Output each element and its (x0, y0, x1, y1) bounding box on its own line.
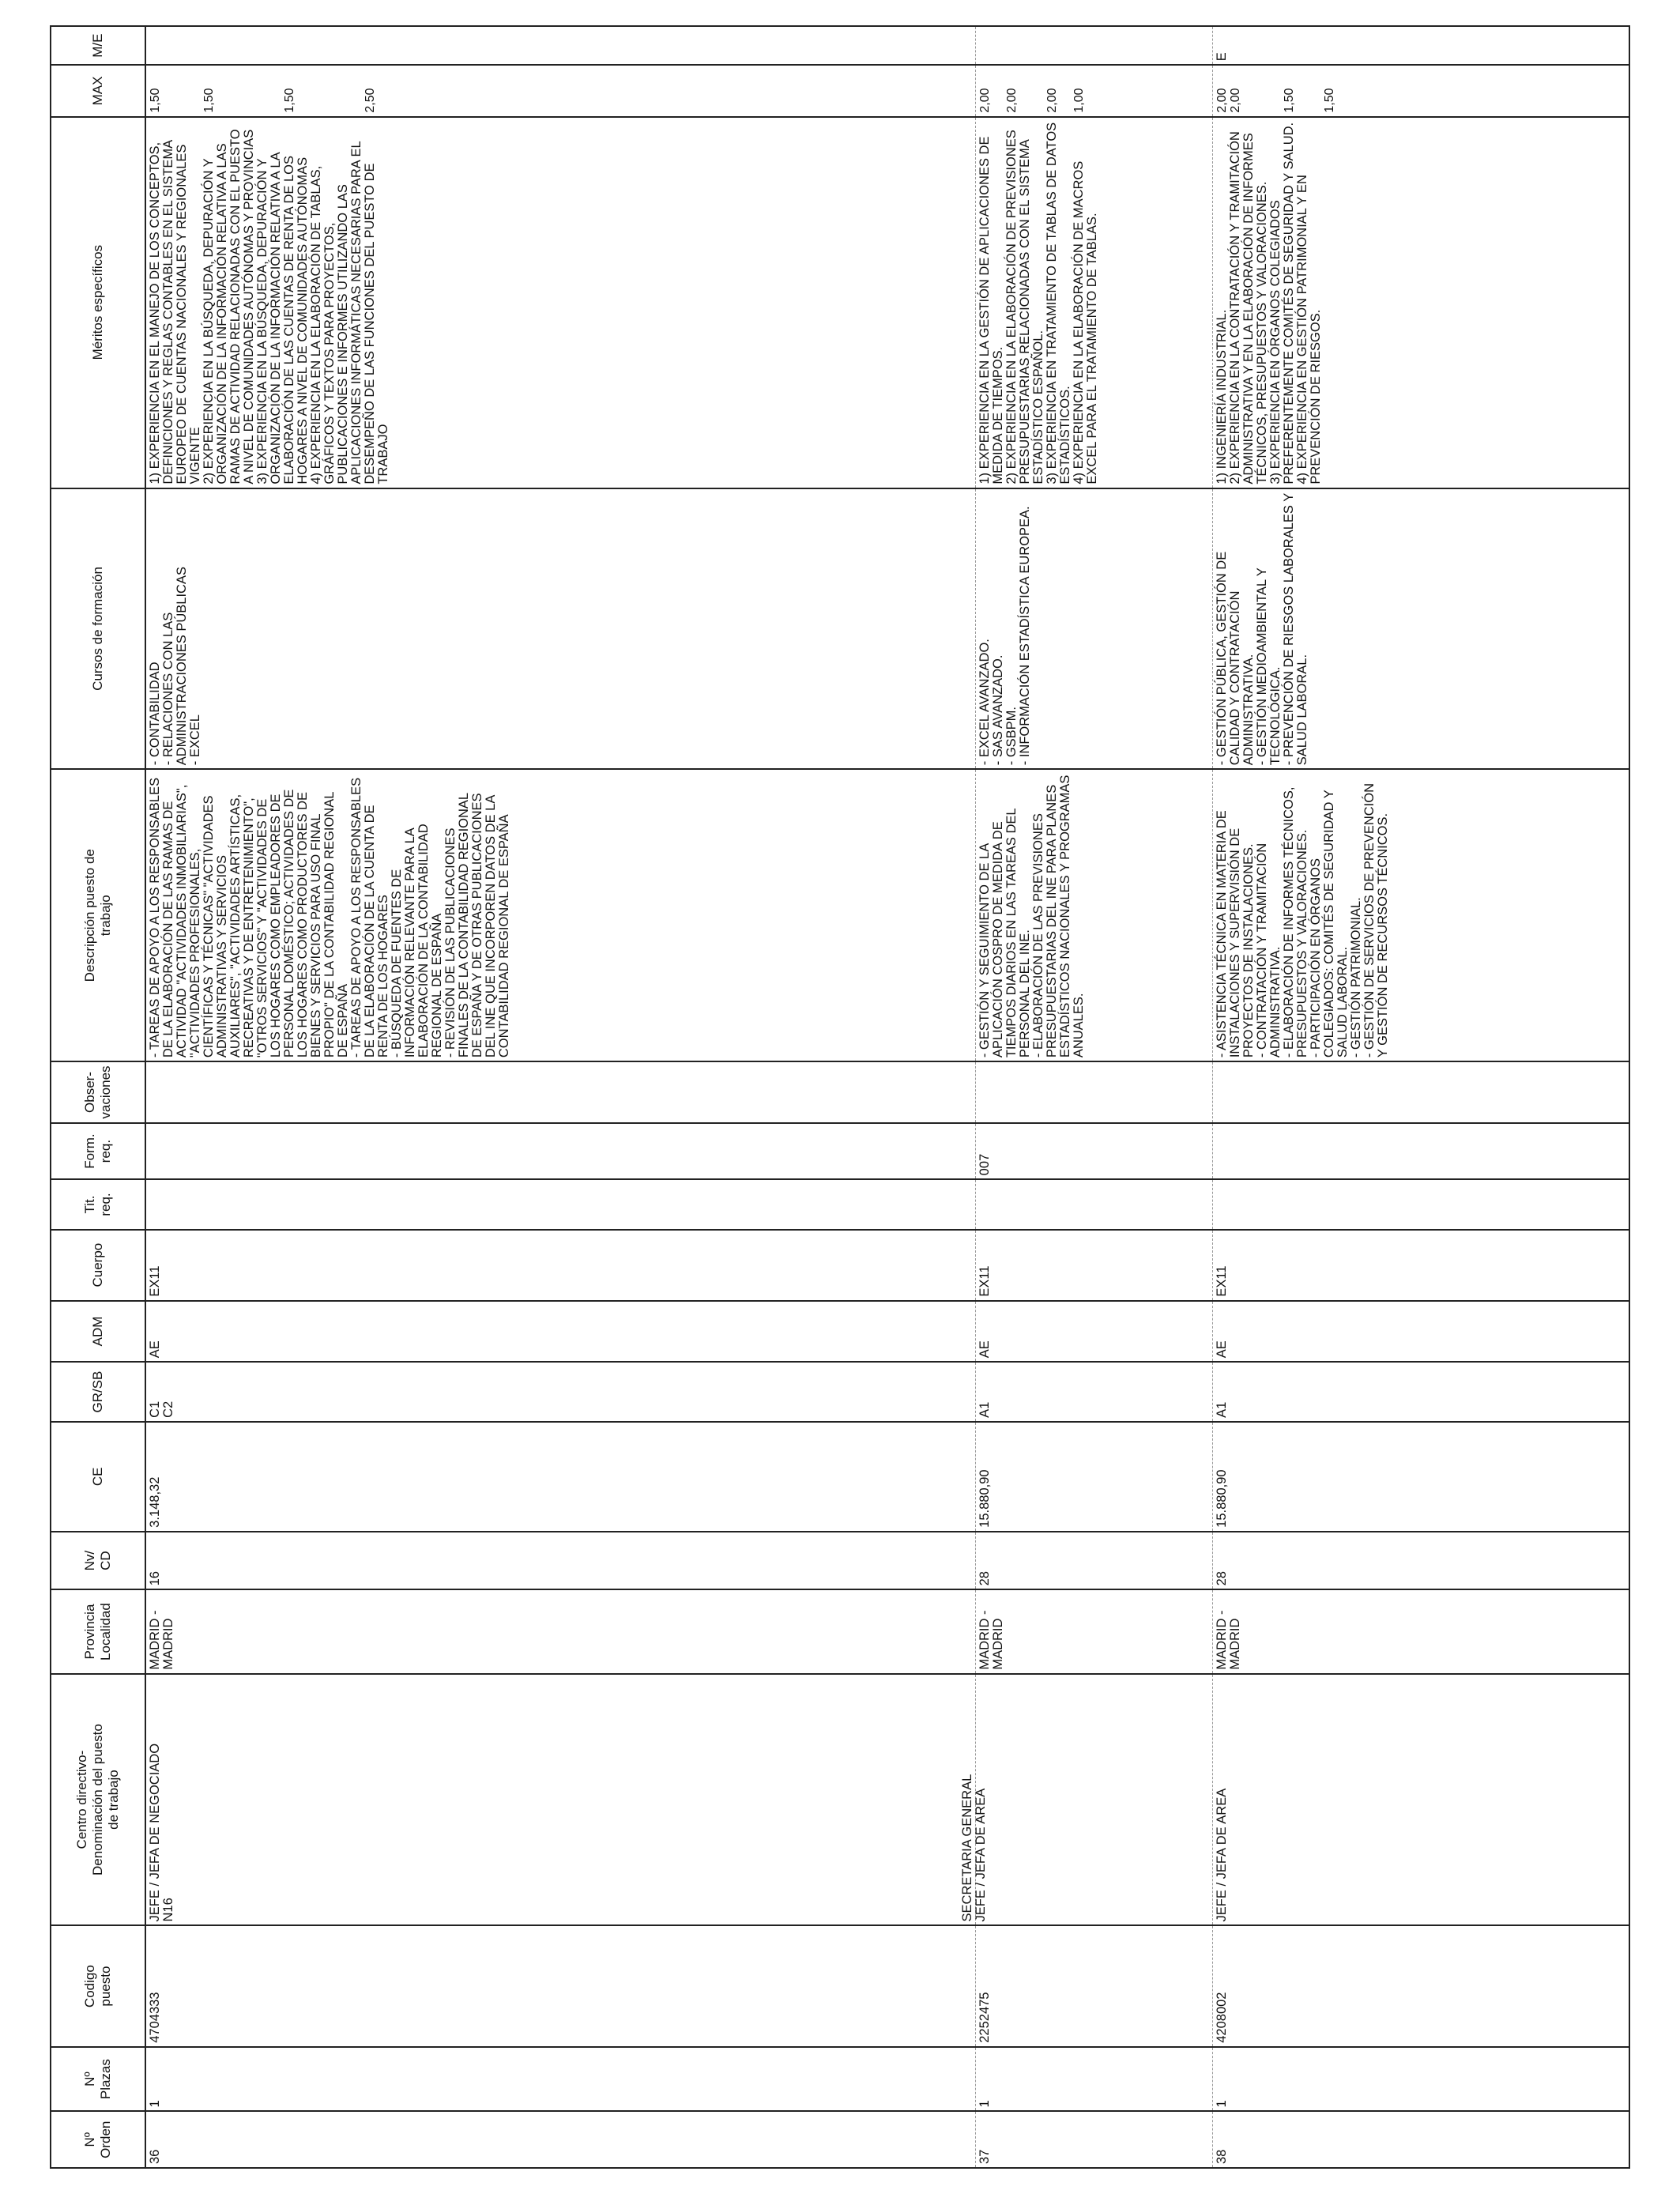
header-adm: ADM (51, 1301, 145, 1363)
header-form: Form. req. (51, 1123, 145, 1180)
cell-cuerpo: EX11 (1212, 1230, 1629, 1301)
cell-form (1212, 1123, 1629, 1180)
cell-form: 007 (975, 1123, 1212, 1180)
table-row (1212, 26, 1629, 2168)
cell-adm: AE (975, 1301, 1212, 1363)
job-positions-table (50, 25, 1630, 2169)
header-provincia: Provincia Localidad (51, 1589, 145, 1673)
cell-orden: 36 (145, 2111, 975, 2168)
cell-descripcion: - GESTIÓN Y SEGUIMIENTO DE LA APLICACIÓN COSPRO DE MEDIDA DE TIEMPOS DIARIOS EN LAS TAREAS DEL PERSONAL DEL INE. - ELABORACIÓN DE LAS PREVISIONES PRESUPUESTARIAS DEL INE PARA PLANES ESTADÍSTICOS NACIONALES Y PROGRAMAS ANUALES. (975, 769, 1212, 1061)
cell-form (145, 1123, 975, 1180)
cell-centro: JEFE / JEFA DE AREA (1212, 1674, 1629, 1926)
header-me: M/E (51, 26, 145, 65)
cell-me: E (1212, 26, 1629, 65)
cell-orden: 37 (975, 2111, 1212, 2168)
cell-plazas: 1 (975, 2047, 1212, 2112)
header-cuerpo: Cuerpo (51, 1230, 145, 1301)
header-centro: Centro directivo- Denominación del puesto de trabajo (51, 1674, 145, 1926)
table-row (145, 26, 975, 2168)
cell-provincia: MADRID - MADRID (975, 1589, 1212, 1673)
cell-provincia: MADRID - MADRID (1212, 1589, 1629, 1673)
cell-tit (145, 1179, 975, 1229)
cell-obs (145, 1061, 975, 1123)
cell-obs (1212, 1061, 1629, 1123)
header-cursos: Cursos de formación (51, 488, 145, 770)
header-max: MAX (51, 65, 145, 116)
cell-meritos: 1) INGENIERÍA INDUSTRIAL. 2) EXPERIENCIA EN LA CONTRATACIÓN Y TRAMITACIÓN ADMINISTRATIVA Y EN LA ELABORACIÓN DE INFORMES TÉCNICOS, PRESUPUESTOS Y VALORACIONES. 3) EXPERIENCIA EN ÓRGANOS COLEGIADOS PREFERENTEMENTE COMITÉS DE SEGURIDAD Y SALUD. 4) EXPERIENCIA EN GESTIÓN PATRIMONIAL Y EN PREVENCIÓN DE RIESGOS. (1212, 117, 1629, 488)
cell-max: 2,00 2,00 2,00 1,00 (975, 65, 1212, 116)
cell-tit (1212, 1179, 1629, 1229)
cell-cuerpo: EX11 (145, 1230, 975, 1301)
cell-me (975, 26, 1212, 65)
header-tit: Tit. req. (51, 1179, 145, 1229)
cell-plazas: 1 (1212, 2047, 1629, 2112)
header-descripcion: Descripción puesto de trabajo (51, 769, 145, 1061)
cell-provincia: MADRID - MADRID (145, 1589, 975, 1673)
cell-max: 2,00 2,00 1,50 1,50 (1212, 65, 1629, 116)
cell-grsb: A1 (975, 1362, 1212, 1422)
cell-centro-directivo: SECRETARIA GENERAL (959, 1774, 974, 1922)
cell-codigo: 4704333 (145, 1925, 975, 2046)
cell-orden: 38 (1212, 2111, 1629, 2168)
cell-cursos: - GESTIÓN PÚBLICA, GESTIÓN DE CALIDAD Y CONTRATACIÓN ADMINISTRATIVA. - GESTIÓN MEDIOAMBIENTAL Y TECNOLÓGICA. - PREVENCIÓN DE RIESGOS LABORALES Y SALUD LABORAL. (1212, 488, 1629, 770)
header-meritos: Méritos específicos (51, 117, 145, 488)
cell-descripcion: - ASISTENCIA TÉCNICA EN MATERIA DE INSTALACIONES Y SUPERVISIÓN DE PROYECTOS DE INSTALACIONES. - CONTRATACIÓN Y TRAMITACIÓN ADMINISTRATIVA. - ELABORACIÓN DE INFORMES TÉCNICOS, PRESUPUESTOS Y VALORACIONES. - PARTICIPACIÓN EN ÓRGANOS COLEGIADOS: COMITÉS DE SEGURIDAD Y SALUD LABORAL. - GESTIÓN PATRIMONIAL. - GESTIÓN DE SERVICIOS DE PREVENCIÓN Y GESTIÓN DE RECURSOS TÉCNICOS. (1212, 769, 1629, 1061)
header-plazas: Nº Plazas (51, 2047, 145, 2112)
cell-ce: 15.880,90 (975, 1422, 1212, 1532)
rotated-table-wrapper (50, 25, 1630, 2169)
cell-cursos: - EXCEL AVANZADO. - SAS AVANZADO. - GSBPM. - INFORMACIÓN ESTADÍSTICA EUROPEA. (975, 488, 1212, 770)
cell-ce: 3.148,32 (145, 1422, 975, 1532)
cell-grsb: A1 (1212, 1362, 1629, 1422)
header-nv: Nv/ CD (51, 1532, 145, 1590)
cell-centro: JEFE / JEFA DE NEGOCIADO N16 (145, 1674, 975, 1926)
header-codigo: Codigo puesto (51, 1925, 145, 2046)
header-grsb: GR/SB (51, 1362, 145, 1422)
cell-nv: 16 (145, 1532, 975, 1590)
cell-nv: 28 (975, 1532, 1212, 1590)
cell-grsb: C1 C2 (145, 1362, 975, 1422)
cell-cuerpo: EX11 (975, 1230, 1212, 1301)
cell-me (145, 26, 975, 65)
cell-tit (975, 1179, 1212, 1229)
cell-ce: 15.880,90 (1212, 1422, 1629, 1532)
header-orden: Nº Orden (51, 2111, 145, 2168)
cell-nv: 28 (1212, 1532, 1629, 1590)
cell-codigo: 2252475 (975, 1925, 1212, 2046)
cell-adm: AE (1212, 1301, 1629, 1363)
cell-codigo: 4208002 (1212, 1925, 1629, 2046)
header-obs: Obser- vaciones (51, 1061, 145, 1123)
table-row (975, 26, 1212, 2168)
cell-centro-wrapper (959, 1674, 1212, 1926)
header-ce: CE (51, 1422, 145, 1532)
cell-adm: AE (145, 1301, 975, 1363)
cell-max: 1,50 1,50 1,50 2,50 (145, 65, 975, 116)
cell-descripcion: - TAREAS DE APOYO A LOS RESPONSABLES DE LA ELABORACIÓN DE LAS RAMAS DE ACTIVIDAD "ACTIVIDADES INMOBILIARIAS", "ACTIVIDADES PROFESIONALES, CIENTÍFICAS Y TÉCNICAS" "ACTIVIDADES ADMINISTRATIVAS Y SERVICIOS AUXILIARES", "ACTIVIDADES ARTÍSTICAS, RECREATIVAS Y DE ENTRETENIMIENTO", "OTROS SERVICIOS" Y "ACTIVIDADES DE LOS HOGARES COMO EMPLEADORES DE PERSONAL DOMÉSTICO; ACTIVIDADES DE LOS HOGARES COMO PRODUCTORES DE BIENES Y SERVICIOS PARA USO FINAL PROPIO" DE LA CONTABILIDAD REGIONAL DE ESPAÑA - TAREAS DE APOYO A LOS RESPONSABLES DE LA ELABORACIÓN DE LA CUENTA DE RENTA DE LOS HOGARES - BÚSQUEDA DE FUENTES DE INFORMACIÓN RELEVANTE PARA LA ELABORACIÓN DE LA CONTABILIDAD REGIONAL DE ESPAÑA - REVISIÓN DE LAS PUBLICACIONES FINALES DE LA CONTABILIDAD REGIONAL DE ESPAÑA Y DE OTRAS PUBLICACIONES DEL INE QUE INCORPOREN DATOS DE LA CONTABILIDAD REGIONAL DE ESPAÑA (145, 769, 975, 1061)
cell-obs (975, 1061, 1212, 1123)
cell-plazas: 1 (145, 2047, 975, 2112)
cell-meritos: 1) EXPERIENCIA EN EL MANEJO DE LOS CONCEPTOS, DEFINICIONES Y REGLAS CONTABLES EN EL SISTEMA EUROPEO DE CUENTAS NACIONALES Y REGIONALES VIGENTE 2) EXPERIENCIA EN LA BÚSQUEDA, DEPURACIÓN Y ORGANIZACIÓN DE LA INFORMACIÓN RELATIVA A LAS RAMAS DE ACTIVIDAD RELACIONADAS CON EL PUESTO A NIVEL DE COMUNIDADES AUTÓNOMAS Y PROVINCIAS 3) EXPERIENCIA EN LA BÚSQUEDA, DEPURACIÓN Y ORGANIZACIÓN DE LA INFORMACIÓN RELATIVA A LA ELABORACIÓN DE LAS CUENTAS DE RENTA DE LOS HOGARES A NIVEL DE COMUNIDADES AUTÓNOMAS 4) EXPERIENCIA EN LA ELABORACIÓN DE TABLAS, GRÁFICOS Y TEXTOS PARA PROYECTOS, PUBLICACIONES E INFORMES UTILIZANDO LAS APLICACIONES INFORMÁTICAS NECESARIAS PARA EL DESEMPEÑO DE LAS FUNCIONES DEL PUESTO DE TRABAJO (145, 117, 975, 488)
cell-meritos: 1) EXPERIENCIA EN LA GESTIÓN DE APLICACIONES DE MEDIDA DE TIEMPOS. 2) EXPERIENCIA EN LA ELABORACIÓN DE PREVISIONES PRESUPUESTARIAS RELACIONADAS CON EL SISTEMA ESTADÍSTICO ESPAÑOL. 3) EXPERIENCIA EN TRATAMIENTO DE TABLAS DE DATOS ESTADÍSTICOS. 4) EXPERIENCIA EN LA ELABORACIÓN DE MACROS EXCEL PARA EL TRATAMIENTO DE TABLAS. (975, 117, 1212, 488)
header-row (51, 26, 145, 2168)
cell-cursos: - CONTABILIDAD - RELACIONES CON LAS ADMINISTRACIONES PÚBLICAS - EXCEL (145, 488, 975, 770)
cell-centro: JEFE / JEFA DE AREA (973, 1788, 988, 1922)
